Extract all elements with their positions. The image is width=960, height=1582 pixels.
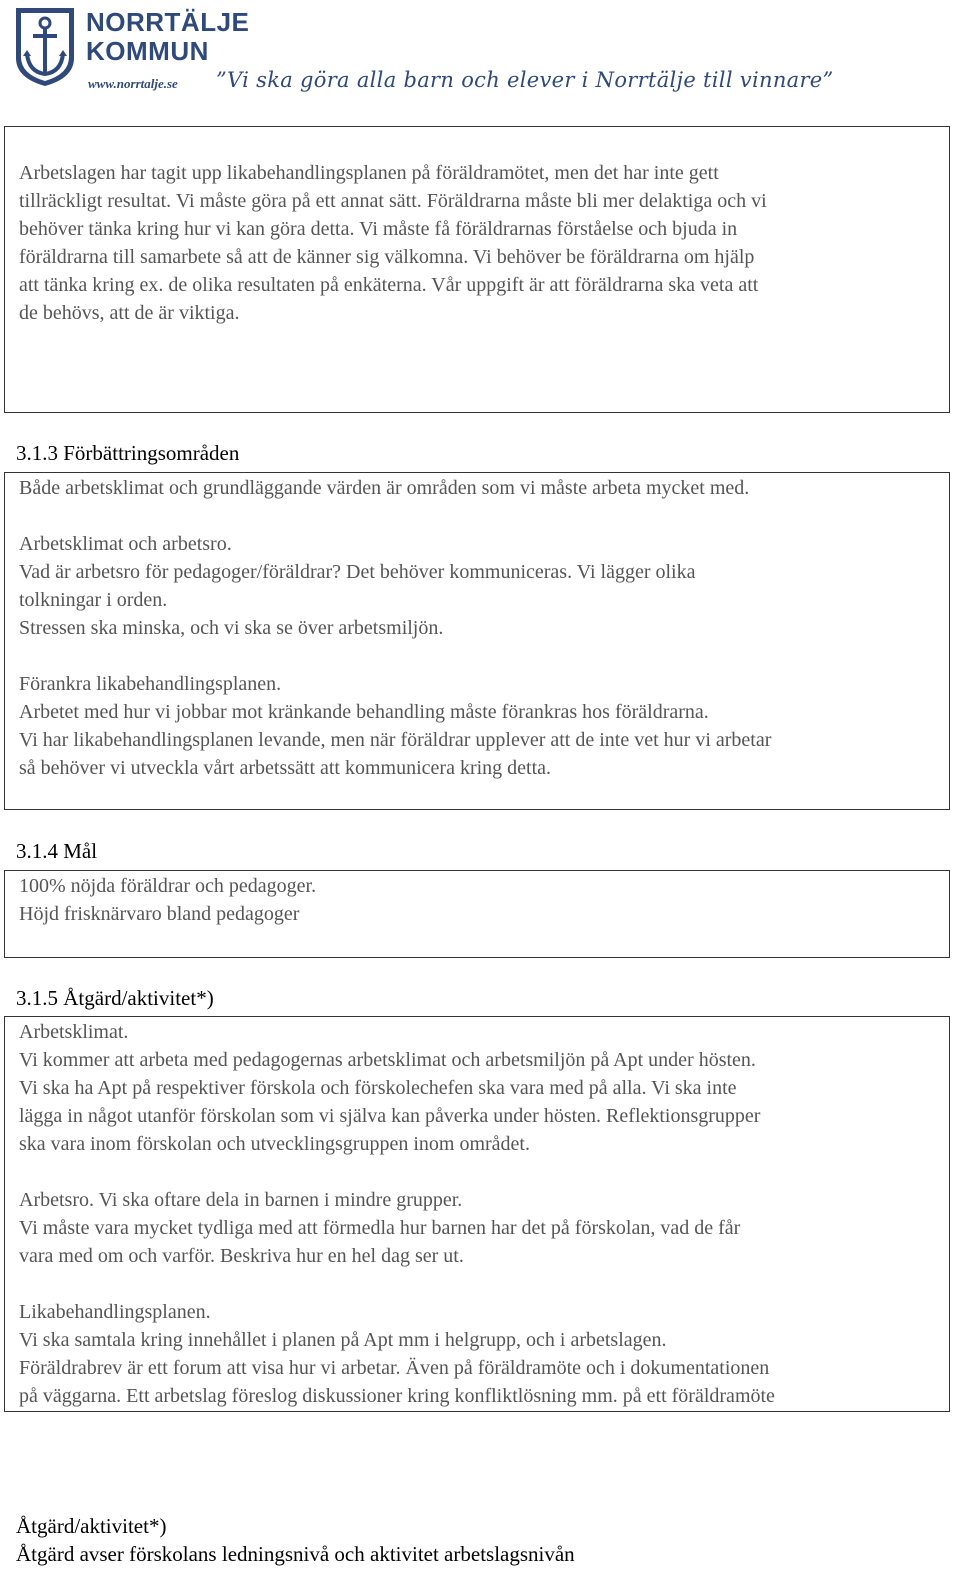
text-line: Vi måste vara mycket tydliga med att förmedla hur barnen har det på förskolan, vad de får [19,1217,741,1239]
text-line: Höjd frisknärvaro bland pedagoger [19,903,300,925]
text-line: Vi ska samtala kring innehållet i planen på Apt mm i helgrupp, och i arbetslagen. [19,1329,667,1351]
slogan: ”Vi ska göra alla barn och elever i Norrtälje till vinnare” [216,68,834,92]
text-line: Arbetsro. Vi ska oftare dela in barnen i mindre grupper. [19,1189,463,1211]
box-intro-text [19,159,935,327]
text-line: Vad är arbetsro för pedagoger/föräldrar? Det behöver kommuniceras. Vi lägger olika [19,561,696,583]
text-line: Vi har likabehandlingsplanen levande, men när föräldrar upplever att de inte vet hur vi arbetar [19,729,772,751]
footnote-title: Åtgärd/aktivitet*) [16,1514,167,1538]
footnote [16,1512,575,1568]
text-line: föräldrarna till samarbete så att de känner sig välkomna. Vi behöver be föräldrarna om hjälp [19,246,755,268]
text-line: så behöver vi utveckla vårt arbetssätt att kommunicera kring detta. [19,757,552,779]
text-line: Föräldrabrev är ett forum att visa hur vi arbetar. Även på föräldramöte och i dokumentationen [19,1357,770,1379]
box-313-text [19,474,935,782]
section-heading-313: 3.1.3 Förbättringsområden [16,441,240,465]
text-line: Likabehandlingsplanen. [19,1301,211,1323]
text-line: 100% nöjda föräldrar och pedagoger. [19,875,317,897]
text-line: tolkningar i orden. [19,589,168,611]
box-314-text [19,872,935,928]
section-heading-314: 3.1.4 Mål [16,839,98,863]
text-line: Stressen ska minska, och vi ska se över arbetsmiljön. [19,617,444,639]
box-315-text [19,1018,935,1410]
text-line: Förankra likabehandlingsplanen. [19,673,282,695]
text-box-315 [4,1016,950,1412]
text-line: på väggarna. Ett arbetslag föreslog diskussioner kring konfliktlösning mm. på ett föräldramöte [19,1385,775,1407]
text-line: de behövs, att de är viktiga. [19,302,240,324]
org-name-line2: KOMMUN [86,36,209,66]
footnote-text: Åtgärd avser förskolans ledningsnivå och aktivitet arbetslagsnivån [16,1542,575,1566]
text-line: Både arbetsklimat och grundläggande värden är områden som vi måste arbeta mycket med. [19,477,750,499]
org-name [86,8,249,66]
page-header [0,0,960,110]
text-box-intro [4,126,950,413]
text-line: lägga in något utanför förskolan som vi själva kan påverka under hösten. Reflektionsgrupper [19,1105,761,1127]
text-line: Arbetslagen har tagit upp likabehandlingsplanen på föräldramötet, men det har inte gett [19,162,719,184]
text-line: tillräckligt resultat. Vi måste göra på ett annat sätt. Föräldrarna måste bli mer delaktiga och vi [19,190,767,212]
anchor-shield-icon [14,6,76,88]
text-line: Vi ska ha Apt på respektiver förskola och förskolechefen ska vara med på alla. Vi ska inte [19,1077,737,1099]
section-heading-315: 3.1.5 Åtgärd/aktivitet*) [16,986,214,1010]
text-line: Arbetsklimat och arbetsro. [19,533,232,555]
text-line: ska vara inom förskolan och utvecklingsgruppen inom området. [19,1133,530,1155]
text-line: behöver tänka kring hur vi kan göra detta. Vi måste få föräldrarnas förståelse och bjuda in [19,218,738,240]
text-box-313 [4,472,950,810]
text-line: Vi kommer att arbeta med pedagogernas arbetsklimat och arbetsmiljön på Apt under hösten. [19,1049,756,1071]
text-line: att tänka kring ex. de olika resultaten på enkäterna. Vår uppgift är att föräldrarna ska veta att [19,274,759,296]
org-name-line1: NORRTÄLJE [86,7,250,37]
org-url[interactable]: www.norrtalje.se [88,76,178,91]
text-box-314 [4,870,950,958]
text-line: vara med om och varför. Beskriva hur en hel dag ser ut. [19,1245,464,1267]
text-line: Arbetet med hur vi jobbar mot kränkande behandling måste förankras hos föräldrarna. [19,701,709,723]
text-line: Arbetsklimat. [19,1021,129,1043]
